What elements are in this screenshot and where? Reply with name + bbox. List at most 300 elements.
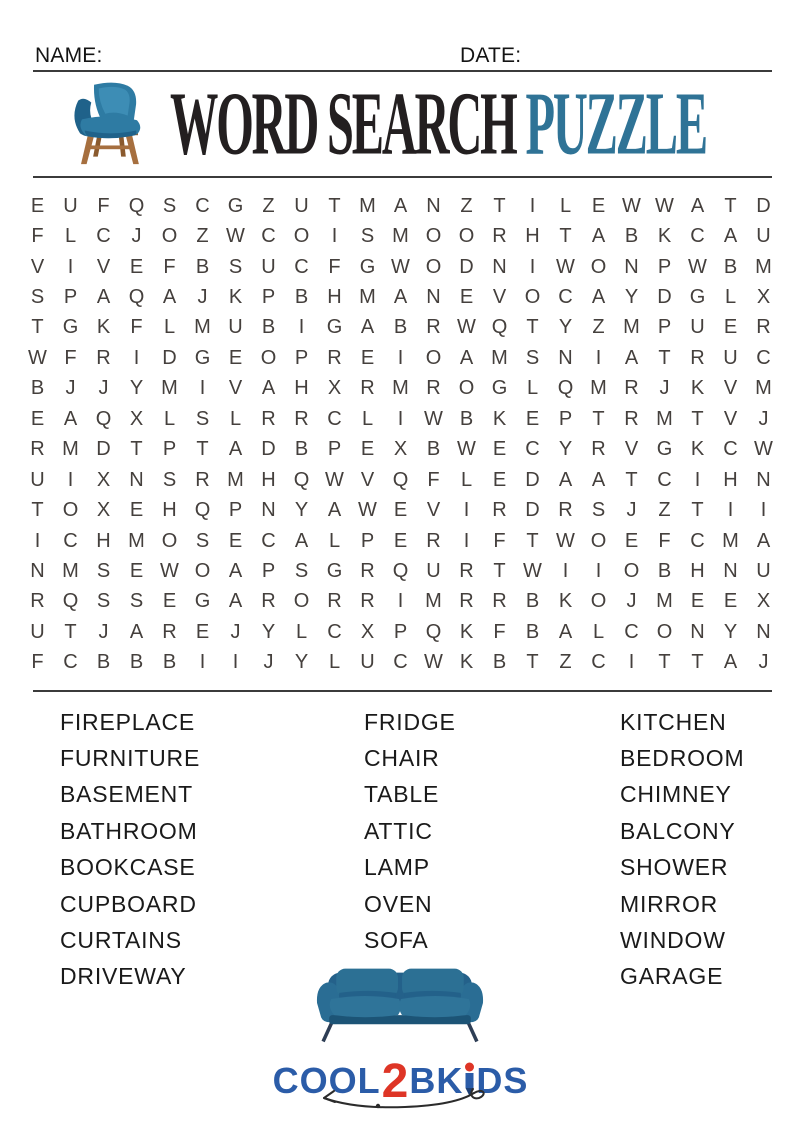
grid-letter: W [391,255,410,278]
swoosh-underline-icon [310,1086,492,1110]
grid-letter: P [162,438,177,461]
divider-line [33,176,772,178]
grid-letter: W [523,559,542,582]
grid-letter: B [261,316,276,339]
grid-letter: M [128,529,145,552]
grid-letter: B [723,255,738,278]
grid-letter: L [163,316,176,339]
word-item: LAMP [364,854,430,881]
grid-letter: I [298,316,305,339]
grid-letter: I [562,559,569,582]
armchair-icon [58,82,160,166]
grid-letter: F [163,255,176,278]
grid-letter: Q [128,286,145,309]
grid-letter: A [690,194,705,217]
grid-letter: M [359,286,376,309]
grid-letter: T [64,620,77,643]
word-item: DRIVEWAY [60,963,187,990]
grid-letter: A [393,194,408,217]
grid-letter: Z [196,225,209,248]
logo-text-2: 2 [381,1055,409,1108]
logo-text-cool: COOL [272,1060,381,1101]
grid-letter: T [526,651,539,674]
grid-letter: S [162,468,177,491]
grid-letter: G [359,255,376,278]
grid-letter: C [558,286,573,309]
grid-letter: A [96,286,111,309]
grid-letter: E [360,438,375,461]
grid-letter: M [656,407,673,430]
grid-letter: M [62,559,79,582]
grid-letter: A [723,225,738,248]
word-item: BEDROOM [620,745,745,772]
grid-letter: X [756,286,771,309]
grid-letter: P [261,286,276,309]
grid-letter: E [393,499,408,522]
grid-letter: S [96,559,111,582]
grid-letter: T [31,499,44,522]
grid-letter: C [327,620,342,643]
grid-letter: F [427,468,440,491]
word-column-2 [364,704,456,959]
grid-letter: L [64,225,77,248]
grid-letter: M [656,590,673,613]
grid-letter: D [261,438,276,461]
grid-letter: V [624,438,639,461]
grid-letter: R [426,529,441,552]
grid-letter: E [690,590,705,613]
grid-letter: R [492,225,507,248]
grid-letter: D [162,346,177,369]
grid-letter: E [129,499,144,522]
grid-letter: T [592,407,605,430]
grid-letter: K [690,438,705,461]
grid-letter: V [96,255,111,278]
grid-letter: A [624,346,639,369]
grid-letter: O [458,377,475,400]
word-item: BASEMENT [60,781,193,808]
grid-letter: L [526,377,539,400]
grid-letter: E [129,559,144,582]
page-title [170,75,801,174]
grid-letter: M [161,377,178,400]
grid-letter: Q [293,468,310,491]
grid-letter: J [197,286,208,309]
grid-letter: M [425,590,442,613]
grid-letter: R [426,316,441,339]
grid-letter: K [657,225,672,248]
grid-letter: E [228,529,243,552]
word-item: FIREPLACE [60,708,196,735]
grid-letter: G [656,438,673,461]
grid-letter: R [30,438,45,461]
grid-letter: R [96,346,111,369]
grid-letter: L [361,407,374,430]
word-item: WINDOW [620,927,726,954]
grid-letter: C [690,529,705,552]
grid-letter: W [358,499,377,522]
divider-line [33,690,772,692]
grid-letter: E [723,316,738,339]
grid-letter: D [525,499,540,522]
grid-letter: Q [62,590,79,613]
grid-letter: N [756,620,771,643]
grid-letter: R [756,316,771,339]
word-item: KITCHEN [620,708,727,735]
word-item: TABLE [364,781,440,808]
grid-letter: A [591,225,606,248]
grid-letter: A [756,529,771,552]
grid-letter: O [293,225,310,248]
grid-letter: W [457,316,476,339]
grid-letter: A [360,316,375,339]
grid-letter: B [426,438,441,461]
grid-letter: I [331,225,338,248]
grid-letter: C [261,225,276,248]
grid-letter: E [591,194,606,217]
grid-letter: G [194,346,211,369]
grid-letter: E [30,194,45,217]
grid-letter: S [294,559,309,582]
grid-letter: R [327,346,342,369]
grid-letter: I [199,651,206,674]
grid-letter: W [325,468,344,491]
grid-letter: I [529,255,536,278]
grid-letter: J [263,651,274,674]
grid-letter: M [62,438,79,461]
grid-letter: X [129,407,144,430]
grid-letter: T [724,194,737,217]
grid-letter: M [755,255,772,278]
grid-letter: H [261,468,276,491]
grid-letter: L [295,620,308,643]
grid-letter: A [228,559,243,582]
grid-letter: I [694,468,701,491]
grid-letter: W [655,194,674,217]
grid-letter: K [690,377,705,400]
grid-letter: T [130,438,143,461]
word-item: CUPBOARD [60,890,197,917]
grid-letter: Z [460,194,473,217]
grid-letter: P [261,559,276,582]
grid-letter: P [393,620,408,643]
grid-letter: N [129,468,144,491]
grid-letter: E [162,590,177,613]
grid-letter: Q [392,468,409,491]
grid-letter: U [261,255,276,278]
grid-letter: L [328,651,341,674]
grid-letter: C [624,620,639,643]
grid-letter: E [129,255,144,278]
grid-letter: L [229,407,242,430]
grid-letter: T [658,346,671,369]
grid-letter: S [228,255,243,278]
grid-letter: N [723,559,738,582]
grid-letter: R [492,590,507,613]
grid-letter: A [261,377,276,400]
grid-letter: I [760,499,767,522]
grid-letter: V [360,468,375,491]
grid-letter: U [426,559,441,582]
grid-letter: Q [557,377,574,400]
grid-letter: W [754,438,773,461]
grid-letter: P [558,407,573,430]
grid-letter: Y [294,651,309,674]
grid-letter: I [67,255,74,278]
grid-letter: A [459,346,474,369]
grid-letter: N [261,499,276,522]
grid-letter: C [723,438,738,461]
grid-letter: H [162,499,177,522]
grid-letter: F [658,529,671,552]
grid-letter: F [328,255,341,278]
grid-letter: H [327,286,342,309]
grid-letter: S [162,194,177,217]
grid-letter: B [195,255,210,278]
grid-letter: J [98,620,109,643]
grid-letter: E [195,620,210,643]
word-column-3 [620,704,744,995]
grid-letter: N [690,620,705,643]
grid-letter: J [131,225,142,248]
grid-letter: T [196,438,209,461]
grid-letter: C [63,529,78,552]
grid-letter: G [689,286,706,309]
grid-letter: U [30,620,45,643]
grid-letter: B [525,620,540,643]
grid-letter: H [294,377,309,400]
grid-letter: H [525,225,540,248]
grid-letter: V [228,377,243,400]
grid-letter: M [392,225,409,248]
grid-letter: C [756,346,771,369]
grid-letter: O [260,346,277,369]
grid-letter: R [327,590,342,613]
grid-letter: C [327,407,342,430]
grid-letter: R [261,590,276,613]
grid-letter: A [162,286,177,309]
grid-letter: O [458,225,475,248]
grid-letter: I [463,499,470,522]
grid-letter: K [228,286,243,309]
letter-grid [21,191,780,678]
grid-letter: L [724,286,737,309]
grid-letter: C [393,651,408,674]
grid-letter: M [722,529,739,552]
grid-letter: A [393,286,408,309]
grid-letter: R [624,377,639,400]
grid-letter: U [690,316,705,339]
grid-letter: A [228,590,243,613]
grid-letter: F [64,346,77,369]
word-item: BALCONY [620,817,736,844]
grid-letter: T [691,407,704,430]
word-item: GARAGE [620,963,724,990]
grid-letter: U [30,468,45,491]
grid-letter: E [393,529,408,552]
grid-letter: O [62,499,79,522]
grid-letter: F [493,620,506,643]
grid-letter: W [688,255,707,278]
grid-letter: Y [723,620,738,643]
grid-letter: M [359,194,376,217]
grid-letter: F [130,316,143,339]
grid-letter: P [657,316,672,339]
grid-letter: M [623,316,640,339]
grid-letter: C [294,255,309,278]
grid-letter: R [360,559,375,582]
grid-letter: X [393,438,408,461]
grid-letter: I [397,407,404,430]
grid-letter: S [195,529,210,552]
grid-letter: C [525,438,540,461]
grid-letter: E [492,468,507,491]
grid-letter: C [657,468,672,491]
grid-letter: G [326,559,343,582]
grid-letter: M [755,377,772,400]
title-puzzle: PUZZLE [525,75,706,174]
divider-line [33,70,772,72]
grid-letter: T [691,499,704,522]
grid-letter: J [758,651,769,674]
grid-letter: O [161,225,178,248]
grid-letter: J [65,377,76,400]
grid-letter: Z [262,194,275,217]
grid-letter: D [96,438,111,461]
grid-letter: R [360,590,375,613]
grid-letter: R [426,377,441,400]
grid-letter: R [492,499,507,522]
grid-letter: X [96,468,111,491]
grid-letter: T [658,651,671,674]
grid-letter: G [227,194,244,217]
grid-letter: Y [624,286,639,309]
grid-letter: C [591,651,606,674]
grid-letter: Q [128,194,145,217]
grid-letter: N [624,255,639,278]
grid-letter: R [360,377,375,400]
grid-letter: L [559,194,572,217]
grid-letter: Q [95,407,112,430]
grid-letter: M [194,316,211,339]
word-item: FURNITURE [60,745,201,772]
grid-letter: I [397,346,404,369]
grid-letter: B [129,651,144,674]
word-item: BATHROOM [60,817,198,844]
grid-letter: B [459,407,474,430]
word-item: ATTIC [364,817,433,844]
date-label: DATE: [460,44,522,67]
grid-letter: E [228,346,243,369]
grid-letter: D [756,194,771,217]
grid-letter: A [327,499,342,522]
grid-letter: O [590,255,607,278]
grid-letter: R [459,559,474,582]
grid-letter: Z [592,316,605,339]
grid-letter: O [590,590,607,613]
grid-letter: W [424,651,443,674]
grid-letter: A [228,438,243,461]
grid-letter: U [756,559,771,582]
grid-letter: I [34,529,41,552]
grid-letter: Q [392,559,409,582]
grid-letter: N [492,255,507,278]
grid-letter: W [457,438,476,461]
grid-letter: I [463,529,470,552]
grid-letter: Y [558,438,573,461]
grid-letter: Q [491,316,508,339]
grid-letter: N [426,286,441,309]
grid-letter: B [657,559,672,582]
grid-letter: F [97,194,110,217]
grid-letter: U [723,346,738,369]
grid-letter: T [493,194,506,217]
grid-letter: K [492,407,507,430]
grid-letter: B [624,225,639,248]
grid-letter: S [195,407,210,430]
grid-letter: T [328,194,341,217]
grid-letter: V [492,286,507,309]
grid-letter: A [129,620,144,643]
grid-letter: K [96,316,111,339]
grid-letter: B [492,651,507,674]
grid-letter: A [294,529,309,552]
grid-letter: F [493,529,506,552]
grid-letter: I [232,651,239,674]
grid-letter: T [31,316,44,339]
grid-letter: P [327,438,342,461]
grid-letter: E [492,438,507,461]
grid-letter: O [524,286,541,309]
grid-letter: G [326,316,343,339]
name-label: NAME: [35,44,103,67]
grid-letter: Q [194,499,211,522]
grid-letter: T [691,651,704,674]
grid-letter: M [227,468,244,491]
grid-letter: J [659,377,670,400]
grid-letter: W [160,559,179,582]
grid-letter: Y [294,499,309,522]
grid-letter: S [591,499,606,522]
grid-letter: O [293,590,310,613]
grid-letter: X [360,620,375,643]
grid-letter: K [558,590,573,613]
grid-letter: G [62,316,79,339]
grid-letter: U [360,651,375,674]
grid-letter: S [30,286,45,309]
grid-letter: R [459,590,474,613]
word-item: CHAIR [364,745,440,772]
grid-letter: S [129,590,144,613]
grid-letter: V [723,407,738,430]
grid-letter: W [424,407,443,430]
grid-letter: P [63,286,78,309]
grid-letter: O [161,529,178,552]
grid-letter: A [63,407,78,430]
grid-letter: B [525,590,540,613]
grid-letter: T [559,225,572,248]
word-item: SHOWER [620,854,729,881]
grid-letter: V [723,377,738,400]
grid-letter: D [525,468,540,491]
grid-letter: W [622,194,641,217]
grid-letter: U [294,194,309,217]
grid-letter: C [690,225,705,248]
grid-letter: B [393,316,408,339]
grid-letter: A [558,468,573,491]
grid-letter: I [133,346,140,369]
grid-letter: D [657,286,672,309]
